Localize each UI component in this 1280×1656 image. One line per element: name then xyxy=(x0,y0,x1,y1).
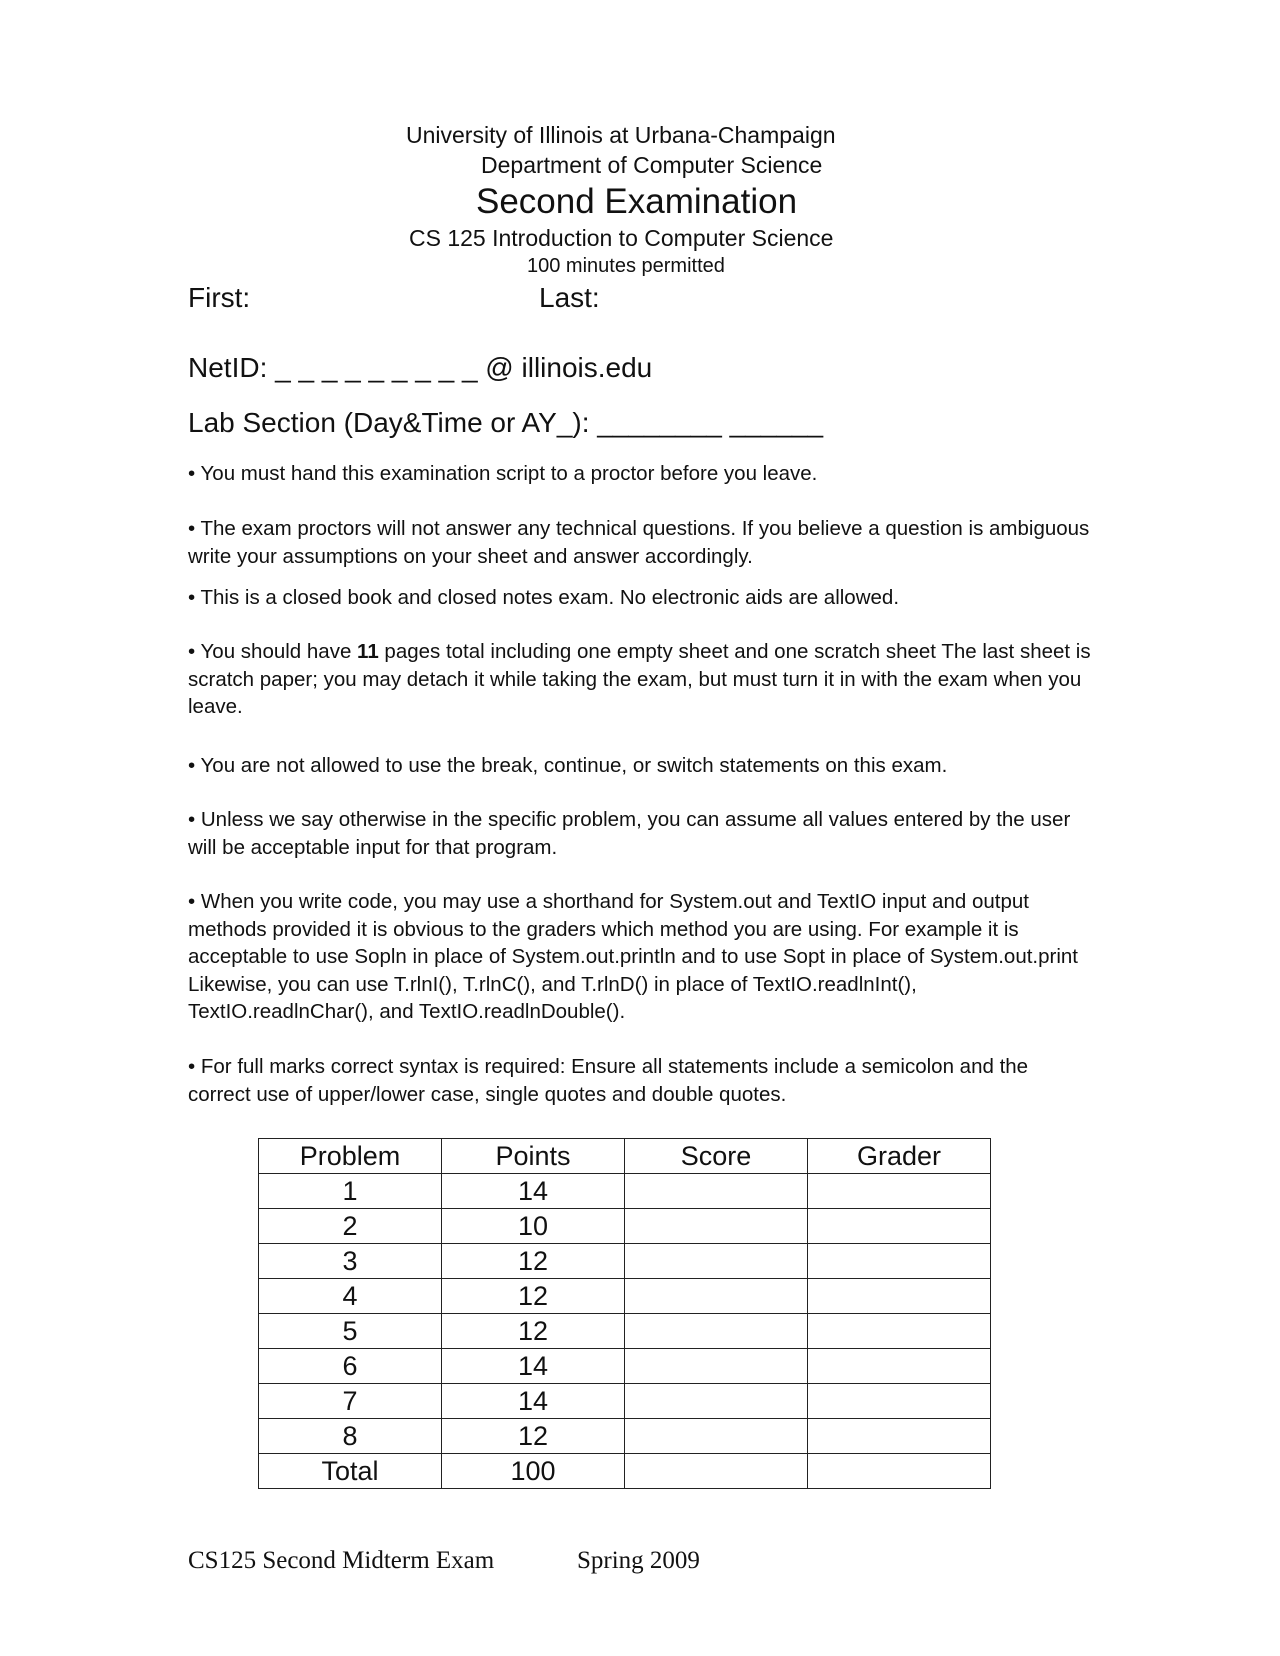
instruction-no-break: • You are not allowed to use the break, continue, or switch statements on this exam. xyxy=(188,754,948,777)
instruction-page-count xyxy=(188,638,1093,721)
score-cell xyxy=(625,1314,808,1349)
points-cell: 14 xyxy=(442,1174,625,1209)
grader-cell xyxy=(808,1349,991,1384)
grader-cell xyxy=(808,1454,991,1489)
first-name-label: First: xyxy=(188,282,251,313)
grader-cell xyxy=(808,1279,991,1314)
table-row xyxy=(259,1174,991,1209)
grader-cell xyxy=(808,1314,991,1349)
table-row-total xyxy=(259,1454,991,1489)
header-score: Score xyxy=(625,1139,808,1174)
instruction-closed-book: • This is a closed book and closed notes exam. No electronic aids are allowed. xyxy=(188,586,900,609)
table-row xyxy=(259,1314,991,1349)
course-title: CS 125 Introduction to Computer Science xyxy=(409,225,834,251)
problem-cell: 2 xyxy=(259,1209,442,1244)
netid-field: NetID: _ _ _ _ _ _ _ _ _ @ illinois.edu xyxy=(188,352,653,383)
points-cell: 12 xyxy=(442,1419,625,1454)
points-cell: 10 xyxy=(442,1209,625,1244)
grader-cell xyxy=(808,1244,991,1279)
problem-cell: 5 xyxy=(259,1314,442,1349)
grader-cell xyxy=(808,1384,991,1419)
score-cell xyxy=(625,1419,808,1454)
footer-exam-name: CS125 Second Midterm Exam xyxy=(188,1547,495,1574)
instruction-valid-input: • Unless we say otherwise in the specific problem, you can assume all values entered by the user will be acceptable input for that program. xyxy=(188,808,1071,859)
header-problem: Problem xyxy=(259,1139,442,1174)
points-cell: 12 xyxy=(442,1314,625,1349)
score-cell xyxy=(625,1279,808,1314)
problem-cell: Total xyxy=(259,1454,442,1489)
time-allowed: 100 minutes permitted xyxy=(527,255,725,277)
table-row xyxy=(259,1349,991,1384)
table-row xyxy=(259,1209,991,1244)
page-count: 11 xyxy=(357,640,379,663)
university-name: University of Illinois at Urbana-Champaign xyxy=(406,122,836,148)
table-row xyxy=(259,1384,991,1419)
points-cell: 14 xyxy=(442,1384,625,1419)
page-count-suffix: pages total including one empty sheet and one scratch sheet The last sheet is scratch paper; you may detach it while taking the exam, but must turn it in with the exam when you leave. xyxy=(188,640,1091,718)
grader-cell xyxy=(808,1209,991,1244)
header-points: Points xyxy=(442,1139,625,1174)
problem-cell: 7 xyxy=(259,1384,442,1419)
points-cell: 14 xyxy=(442,1349,625,1384)
problem-cell: 8 xyxy=(259,1419,442,1454)
last-name-label: Last: xyxy=(539,282,600,313)
score-cell xyxy=(625,1174,808,1209)
instruction-shorthand: • When you write code, you may use a shorthand for System.out and TextIO input and output methods provided it is obvious to the graders which method you are using. For example it is acceptable to use Sopln in place of System.out.println and to use Sopt in place of System.out.print Likewise, you can use T.rlnI(), T.rlnC(), and T.rlnD() in place of TextIO.readlnInt(), TextIO.readlnChar(), and TextIO.readlnDouble(). xyxy=(188,890,1078,1023)
score-cell xyxy=(625,1209,808,1244)
lab-section-field: Lab Section (Day&Time or AY_): ________ ______ xyxy=(188,407,824,438)
footer-term: Spring 2009 xyxy=(577,1547,700,1574)
grader-cell xyxy=(808,1419,991,1454)
table-row xyxy=(259,1419,991,1454)
points-cell: 12 xyxy=(442,1244,625,1279)
table-row xyxy=(259,1244,991,1279)
instruction-hand-in: • You must hand this examination script to a proctor before you leave. xyxy=(188,462,818,485)
instruction-syntax: • For full marks correct syntax is required: Ensure all statements include a semicolon and the correct use of upper/lower case, single quotes and double quotes. xyxy=(188,1055,1029,1106)
points-cell: 12 xyxy=(442,1279,625,1314)
department-name: Department of Computer Science xyxy=(481,152,823,178)
score-cell xyxy=(625,1384,808,1419)
problem-cell: 1 xyxy=(259,1174,442,1209)
table-row xyxy=(259,1279,991,1314)
instruction-proctors: • The exam proctors will not answer any technical questions. If you believe a question is ambiguous write your assumptions on your sheet and answer accordingly. xyxy=(188,517,1090,568)
problem-cell: 4 xyxy=(259,1279,442,1314)
problem-cell: 6 xyxy=(259,1349,442,1384)
score-table-header-row xyxy=(259,1139,991,1174)
grader-cell xyxy=(808,1174,991,1209)
score-cell xyxy=(625,1349,808,1384)
exam-title: Second Examination xyxy=(476,182,798,221)
header-grader: Grader xyxy=(808,1139,991,1174)
score-cell xyxy=(625,1244,808,1279)
page-count-prefix: • You should have xyxy=(188,640,358,663)
score-table xyxy=(258,1138,991,1489)
problem-cell: 3 xyxy=(259,1244,442,1279)
points-cell: 100 xyxy=(442,1454,625,1489)
score-cell xyxy=(625,1454,808,1489)
